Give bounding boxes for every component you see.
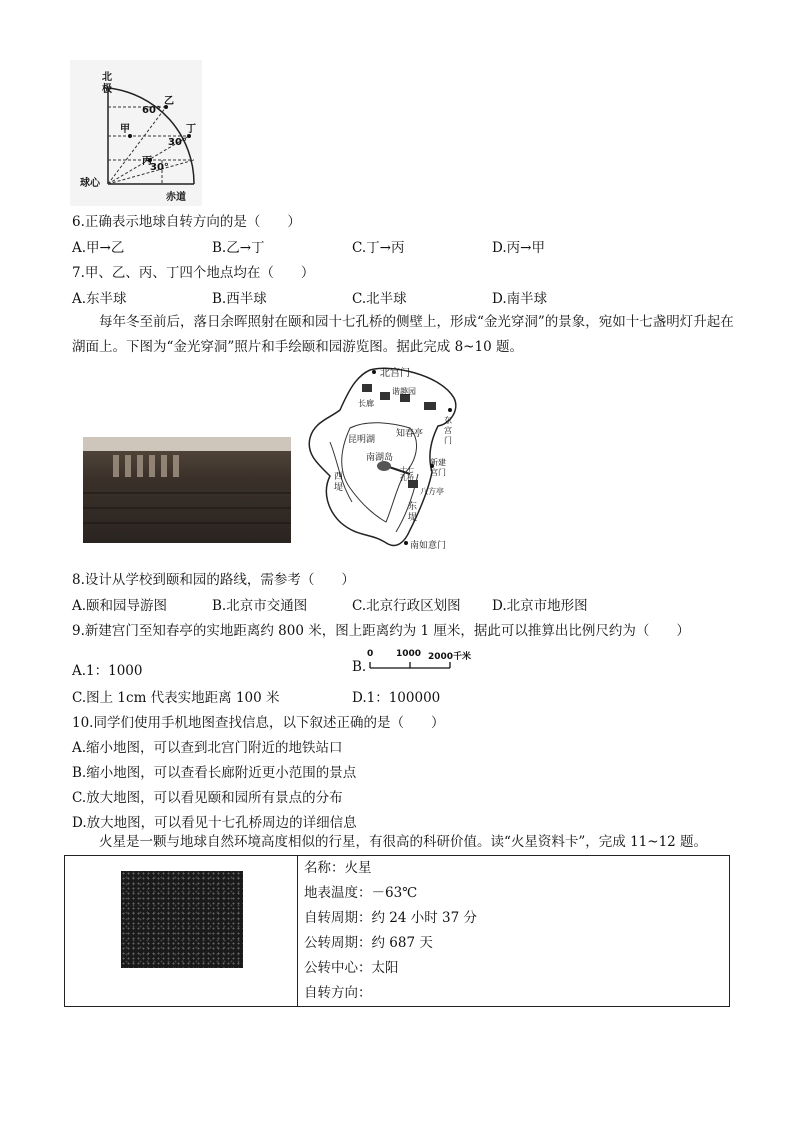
- q7-option-d[interactable]: D.南半球: [492, 291, 548, 307]
- label-pole: 极: [102, 84, 112, 95]
- passage-mars: 火星是一颗与地球自然环境高度相似的行星，有很高的科研价值。读“火星资料卡”，完成 11~12 题。: [99, 834, 708, 850]
- mars-data-card: [64, 855, 730, 1007]
- deg-30a: 30°: [168, 137, 187, 148]
- map-north-gate: 北宫门: [380, 368, 410, 379]
- map-west-dike: 西堤: [334, 472, 344, 493]
- q9-option-c[interactable]: C.图上 1cm 代表实地距离 100 米: [72, 690, 280, 706]
- passage-golden-light: 每年冬至前后，落日余晖照射在颐和园十七孔桥的侧壁上，形成“金光穿洞”的景象，宛如十七盏明灯升起在湖面上。下图为“金光穿洞”照片和手绘颐和园游览图。据此完成 8~10 题。: [72, 314, 734, 355]
- question-9-stem: 9.新建宫门至知春亭的实地距离约 800 米，图上距离约为 1 厘米，据此可以推算出比例尺约为（ ）: [72, 623, 690, 639]
- map-nanhu: 南湖岛: [366, 453, 394, 463]
- q10-option-d[interactable]: D.放大地图，可以看见十七孔桥周边的详细信息: [72, 815, 357, 831]
- map-zhichun: 知春亭: [396, 429, 424, 439]
- mars-temperature: 地表温度：－63℃: [304, 885, 418, 901]
- mars-name: 名称：火星: [304, 860, 372, 876]
- map-longcorridor: 长廊: [358, 399, 374, 408]
- latitude-diagram: [70, 60, 202, 206]
- map-kunming-lake: 昆明湖: [348, 435, 376, 445]
- golden-light-photo: [83, 437, 291, 543]
- q6-option-b[interactable]: B.乙→丁: [212, 240, 265, 256]
- q8-option-a[interactable]: A.颐和园导游图: [72, 598, 168, 614]
- map-east-dike: 东堤: [408, 502, 418, 523]
- q8-option-d[interactable]: D.北京市地形图: [492, 598, 588, 614]
- q7-option-a[interactable]: A.东半球: [72, 291, 127, 307]
- q10-option-c[interactable]: C.放大地图，可以看见颐和园所有景点的分布: [72, 790, 343, 806]
- mars-rotation-direction: 自转方向：: [304, 985, 372, 1001]
- q8-option-c[interactable]: C.北京行政区划图: [352, 598, 461, 614]
- q8-option-b[interactable]: B.北京市交通图: [212, 598, 308, 614]
- scale-tick-0: 0: [367, 649, 374, 659]
- map-pavilion: 八方亭: [420, 487, 444, 496]
- mars-revolution-period: 公转周期：约 687 天: [304, 935, 433, 951]
- bridge-photo-svg: [83, 437, 291, 543]
- label-bing: 丙: [142, 156, 152, 167]
- scale-bar: [366, 648, 476, 674]
- scale-tick-1000: 1000: [396, 649, 422, 659]
- summer-palace-map: [300, 362, 462, 552]
- scale-tick-2000: 2000千米: [428, 652, 472, 662]
- label-center: 球心: [80, 178, 100, 189]
- map-new-gate: 新建宫门: [430, 458, 446, 477]
- q9-option-a[interactable]: A.1：1000: [72, 663, 143, 679]
- q6-option-c[interactable]: C.丁→丙: [352, 240, 405, 256]
- mars-rotation-period: 自转周期：约 24 小时 37 分: [304, 910, 478, 926]
- q7-option-b[interactable]: B.西半球: [212, 291, 267, 307]
- label-yi: 乙: [164, 96, 174, 107]
- question-7-stem: 7.甲、乙、丙、丁四个地点均在（ ）: [72, 265, 315, 281]
- question-10-stem: 10.同学们使用手机地图查找信息，以下叙述正确的是（ ）: [72, 715, 445, 731]
- label-equator: 赤道: [166, 192, 186, 203]
- map-south-gate: 南如意门: [410, 541, 447, 551]
- label-north: 北: [102, 72, 112, 83]
- deg-60: 60°: [142, 105, 161, 116]
- q10-option-b[interactable]: B.缩小地图，可以查看长廊附近更小范围的景点: [72, 765, 357, 781]
- q6-option-a[interactable]: A.甲→乙: [72, 240, 125, 256]
- q7-option-c[interactable]: C.北半球: [352, 291, 407, 307]
- q10-option-a[interactable]: A.缩小地图，可以查到北宫门附近的地铁站口: [72, 740, 343, 756]
- label-jia: 甲: [120, 124, 130, 135]
- map-xie: 谐趣园: [392, 387, 416, 396]
- question-6-stem: 6.正确表示地球自转方向的是（ ）: [72, 214, 301, 230]
- q6-option-d[interactable]: D.丙→甲: [492, 240, 545, 256]
- deg-30b: 30°: [150, 162, 169, 173]
- map-bridge: 十七孔桥: [400, 466, 414, 482]
- mars-photo: [121, 871, 243, 968]
- label-ding: 丁: [186, 124, 196, 135]
- mars-image-cell: [65, 856, 298, 1007]
- map-east-gate: 东宫门: [444, 416, 452, 445]
- q9-option-b[interactable]: B.: [352, 659, 367, 675]
- mars-info-cell: [298, 856, 730, 1007]
- question-8-stem: 8.设计从学校到颐和园的路线，需参考（ ）: [72, 572, 355, 588]
- q9-option-d[interactable]: D.1：100000: [352, 690, 441, 706]
- mars-orbit-center: 公转中心：太阳: [304, 960, 399, 976]
